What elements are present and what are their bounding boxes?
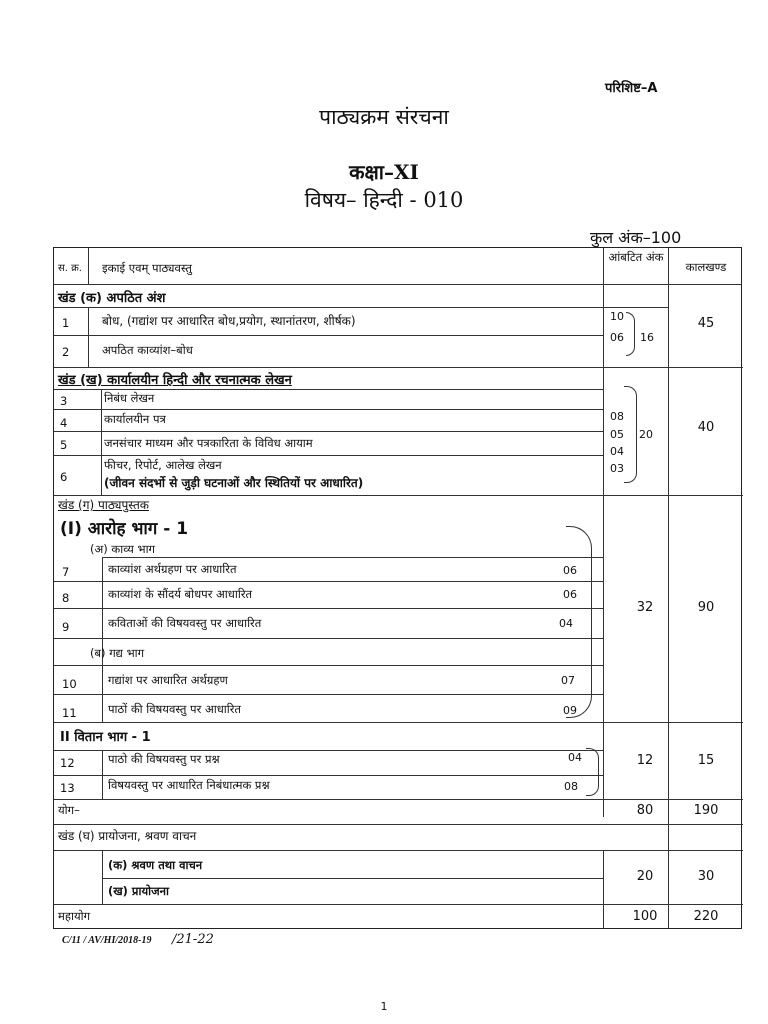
row-sn: 3: [60, 394, 68, 408]
row-mark: 04: [559, 617, 573, 630]
row-divider: [54, 824, 743, 825]
row-text: काव्यांश के सौंदर्य बोधपर आधारित: [108, 587, 253, 601]
row-divider: [54, 409, 603, 410]
row-text: जनसंचार माध्यम और पत्रकारिता के विविध आयाम: [104, 436, 313, 450]
subtotal-period: 190: [693, 803, 719, 818]
row-divider: [54, 495, 743, 496]
row-sn: 5: [60, 438, 68, 452]
book1-title: (I) आरोह भाग - 1: [60, 519, 189, 539]
row-divider: [54, 367, 743, 368]
row-sn: 12: [60, 756, 75, 770]
subtotal-marks: 80: [636, 803, 654, 818]
row-divider: [102, 557, 603, 558]
row-sn: 4: [60, 416, 68, 430]
row-mark: 03: [610, 462, 624, 475]
section-b-period: 40: [697, 420, 715, 435]
row-text-note: (जीवन संदर्भो से जुड़ी घटनाओं और स्थितियों पर आधारित): [104, 476, 364, 490]
row-text: बोध, (गद्यांश पर आधारित बोध,प्रयोग, स्थानांतरण, शीर्षक): [102, 314, 356, 328]
row-mark: 08: [564, 780, 578, 793]
row-divider: [54, 389, 603, 390]
bracket: [626, 312, 635, 356]
section-b-total: 20: [639, 428, 653, 441]
row-divider: [603, 284, 741, 285]
header-period: कालखण्ड: [685, 260, 727, 274]
row-divider: [54, 850, 743, 851]
row-text: पाठो की विषयवस्तु पर प्रश्न: [108, 752, 220, 766]
bracket: [624, 386, 637, 483]
subject-label: विषय– हिन्दी - 010: [304, 188, 464, 212]
section-c-total2: 12: [636, 753, 654, 768]
section-c-period: 90: [697, 600, 715, 615]
row-text: कार्यालयीन पत्र: [104, 412, 166, 426]
section-d-item: (ख) प्रायोजना: [108, 884, 169, 898]
row-divider: [54, 335, 603, 336]
row-mark: 08: [610, 410, 624, 423]
row-divider: [102, 878, 603, 879]
row-divider: [54, 284, 603, 285]
col-divider: [88, 307, 89, 367]
col-divider: [603, 248, 604, 817]
row-sn: 7: [62, 565, 70, 579]
row-divider: [54, 608, 603, 609]
grand-total-marks: 100: [632, 909, 658, 924]
col-divider: [101, 389, 102, 495]
row-mark: 06: [563, 588, 577, 601]
row-sn: 13: [60, 781, 75, 795]
row-mark: 06: [610, 331, 624, 344]
row-mark: 09: [563, 704, 577, 717]
document-code: C/11 / AV/HI/2018-19: [62, 935, 152, 946]
grand-total-label: महायोग: [58, 909, 91, 923]
section-d-item: (क) श्रवण तथा वाचन: [108, 858, 203, 872]
row-mark: 05: [610, 428, 624, 441]
book2-title: II वितान भाग - 1: [60, 730, 151, 745]
row-text: कविताओं की विषयवस्तु पर आधारित: [108, 616, 262, 630]
page-title: पाठ्यक्रम संरचना: [319, 105, 449, 129]
row-text: विषयवस्तु पर आधारित निबंधात्मक प्रश्न: [108, 778, 270, 792]
row-text: फीचर, रिपोर्ट, आलेख लेखन: [104, 458, 222, 472]
header-marks: आंबटित अंक: [608, 250, 664, 264]
row-sn: 8: [62, 591, 70, 605]
row-sn: 2: [62, 345, 70, 359]
section-a-title: खंड (क) अपठित अंश: [58, 291, 166, 306]
row-sn: 10: [62, 677, 77, 691]
bracket: [566, 526, 592, 718]
bracket: [586, 748, 599, 796]
row-text: गद्यांश पर आधारित अर्थग्रहण: [108, 673, 228, 687]
row-divider: [54, 775, 603, 776]
row-text: निबंध लेखन: [104, 391, 155, 405]
col-divider: [102, 850, 103, 904]
row-mark: 04: [568, 751, 582, 764]
row-divider: [54, 638, 603, 639]
row-sn: 6: [60, 470, 68, 484]
row-mark: 10: [610, 310, 624, 323]
col-divider: [88, 248, 89, 284]
row-divider: [54, 431, 603, 432]
row-mark: 07: [561, 674, 575, 687]
row-divider: [54, 750, 603, 751]
row-text: अपठित काव्यांश–बोध: [102, 343, 193, 357]
row-text: पाठों की विषयवस्तु पर आधारित: [108, 702, 241, 716]
section-d-title: खंड (घ) प्रायोजना, श्रवण वाचन: [58, 829, 197, 843]
section-c-total: 32: [636, 600, 654, 615]
row-divider: [54, 904, 743, 905]
row-divider: [54, 455, 603, 456]
row-divider: [54, 694, 603, 695]
grand-total-period: 220: [693, 909, 719, 924]
class-label: कक्षा–XI: [349, 160, 419, 184]
section-a-total: 16: [640, 331, 654, 344]
section-c-title: खंड (ग) पाठ्यपुस्तक: [58, 498, 149, 512]
header-sn: स. क्र.: [58, 263, 82, 274]
row-sn: 11: [62, 706, 77, 720]
total-marks: कुल अंक–100: [590, 228, 682, 247]
row-divider: [54, 799, 743, 800]
syllabus-table: [53, 247, 742, 929]
row-divider: [54, 665, 603, 666]
handwritten-note: /21-22: [172, 932, 214, 947]
row-text: काव्यांश अर्थग्रहण पर आधारित: [108, 562, 237, 576]
appendix-label: परिशिष्ट–A: [605, 81, 658, 96]
row-divider: [54, 581, 603, 582]
col-divider: [668, 248, 669, 928]
section-b-title: खंड (ख) कार्यालयीन हिन्दी और रचनात्मक लेखन: [58, 373, 292, 388]
row-mark: 04: [610, 445, 624, 458]
section-d-period: 30: [697, 869, 715, 884]
row-sn: 9: [62, 620, 70, 634]
row-mark: 06: [563, 564, 577, 577]
subsection-title: (ब) गद्य भाग: [90, 646, 145, 660]
row-divider: [54, 722, 743, 723]
col-divider: [603, 850, 604, 928]
section-a-period: 45: [697, 316, 715, 331]
row-sn: 1: [62, 316, 70, 330]
row-divider: [54, 307, 668, 308]
section-c-period2: 15: [697, 753, 715, 768]
section-d-marks: 20: [636, 869, 654, 884]
subtotal-label: योग–: [58, 803, 80, 817]
subsection-title: (अ) काव्य भाग: [90, 542, 156, 556]
page-number: 1: [380, 1000, 388, 1013]
header-unit: इकाई एवम् पाठ्यवस्तु: [102, 261, 192, 275]
